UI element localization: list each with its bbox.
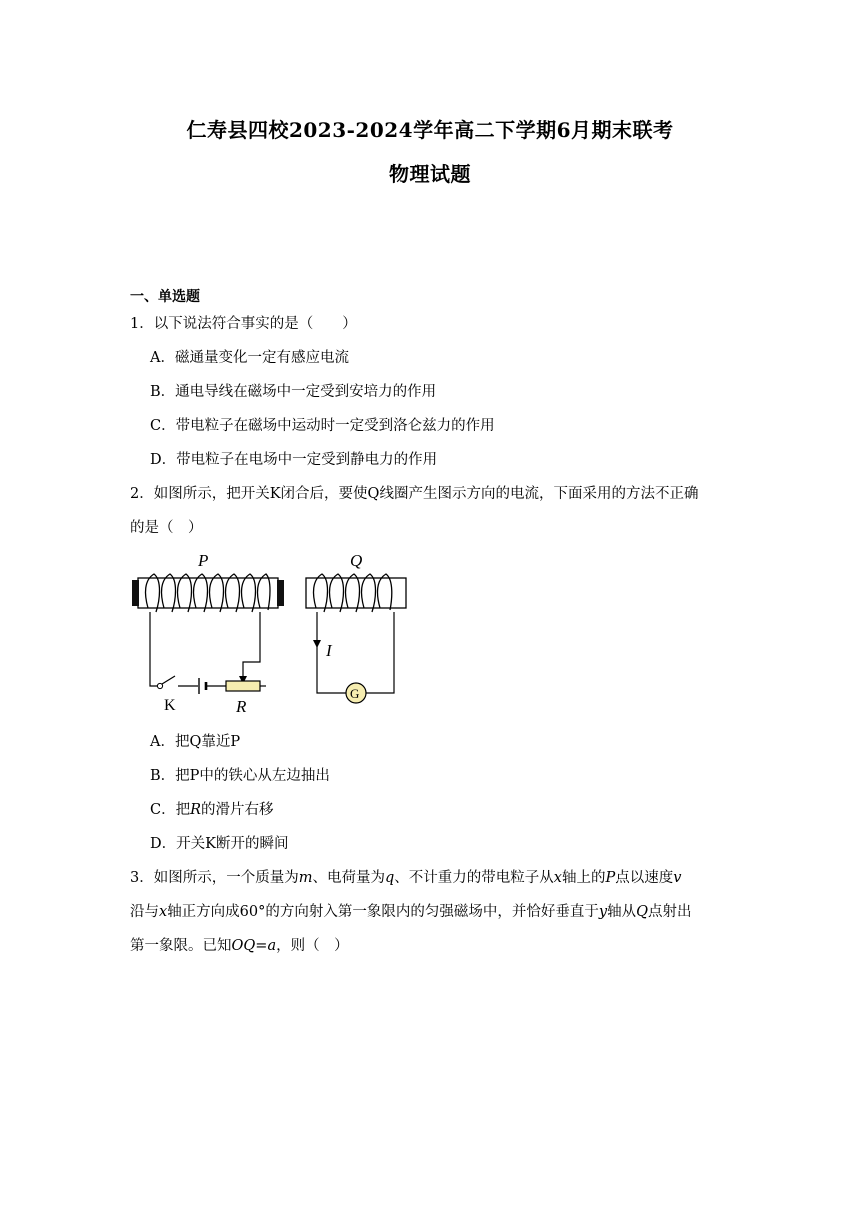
page-title-line2: 物理试题 bbox=[389, 162, 471, 186]
q1-option-c: C．带电粒子在磁场中运动时一定受到洛仑兹力的作用 bbox=[150, 418, 495, 434]
q2-stem-line2: 的是（ ） bbox=[130, 520, 203, 536]
q3-var-p: P bbox=[605, 870, 616, 886]
label-i: I bbox=[326, 641, 332, 660]
q2-option-c-var: R bbox=[190, 802, 202, 818]
q2-option-b: B．把P中的铁心从左边抽出 bbox=[150, 768, 330, 784]
q2-option-a: A．把Q靠近P bbox=[150, 734, 241, 750]
q2-option-c bbox=[150, 800, 274, 820]
q3-stem-line1 bbox=[130, 868, 681, 888]
q3-text: 轴上的 bbox=[561, 870, 606, 886]
current-arrow bbox=[313, 640, 321, 648]
p-left-cap bbox=[132, 580, 139, 606]
switch-contact bbox=[157, 683, 162, 688]
q3-text: 点以速度 bbox=[615, 870, 674, 886]
q3-var-v: v bbox=[673, 870, 682, 886]
q1-option-d: D．带电粒子在电场中一定受到静电力的作用 bbox=[150, 452, 438, 468]
q1-option-a: A．磁通量变化一定有感应电流 bbox=[150, 350, 349, 366]
q3-stem-line2 bbox=[130, 902, 691, 922]
q3-var-x: x bbox=[159, 904, 168, 920]
label-q: Q bbox=[350, 551, 363, 570]
q3-var-q-point: Q bbox=[636, 904, 648, 920]
q3-var-m: m bbox=[298, 870, 313, 886]
q2-option-d: D．开关K断开的瞬间 bbox=[150, 836, 289, 852]
label-k: K bbox=[164, 697, 176, 714]
q3-text: 第一象限。已知 bbox=[130, 938, 232, 954]
q3-text: 点射出 bbox=[647, 904, 692, 920]
q3-text: 沿与 bbox=[130, 904, 159, 920]
q3-text: 轴从 bbox=[607, 904, 637, 920]
q3-var-oq: OQ bbox=[231, 938, 256, 954]
q3-stem-line3 bbox=[130, 936, 349, 956]
q2-option-c-prefix: C．把 bbox=[150, 802, 191, 818]
label-r: R bbox=[236, 697, 247, 716]
q2-circuit-figure bbox=[120, 544, 420, 719]
q1-stem: 1．以下说法符合事实的是（ ） bbox=[130, 316, 357, 332]
page-title-line1: 仁寿县四校2023-2024学年高二下学期6月期末联考 bbox=[186, 118, 674, 142]
q3-var-q: q bbox=[384, 870, 395, 886]
q2-option-c-suffix: 的滑片右移 bbox=[201, 802, 274, 818]
q3-var-x: x bbox=[553, 870, 562, 886]
q2-stem-line1: 2．如图所示，把开关K闭合后，要使Q线圈产生图示方向的电流，下面采用的方法不正确 bbox=[130, 486, 699, 502]
section-heading: 一、单选题 bbox=[130, 289, 200, 305]
q3-text: 、电荷量为 bbox=[312, 870, 385, 886]
p-right-cap bbox=[277, 580, 284, 606]
q3-var-y: y bbox=[598, 904, 608, 920]
q3-text: 轴正方向成60°的方向射入第一象限内的匀强磁场中，并恰好垂直于 bbox=[167, 904, 599, 920]
q3-text: 3．如图所示，一个质量为 bbox=[130, 870, 299, 886]
q3-var-a: a bbox=[267, 938, 277, 954]
label-g: G bbox=[350, 686, 360, 701]
q3-text: 、不计重力的带电粒子从 bbox=[394, 870, 554, 886]
label-p: P bbox=[198, 551, 209, 570]
q3-text: ，则（ ） bbox=[276, 938, 349, 954]
rheostat bbox=[226, 681, 260, 691]
q1-option-b: B．通电导线在磁场中一定受到安培力的作用 bbox=[150, 384, 437, 400]
q3-text: = bbox=[255, 938, 268, 954]
